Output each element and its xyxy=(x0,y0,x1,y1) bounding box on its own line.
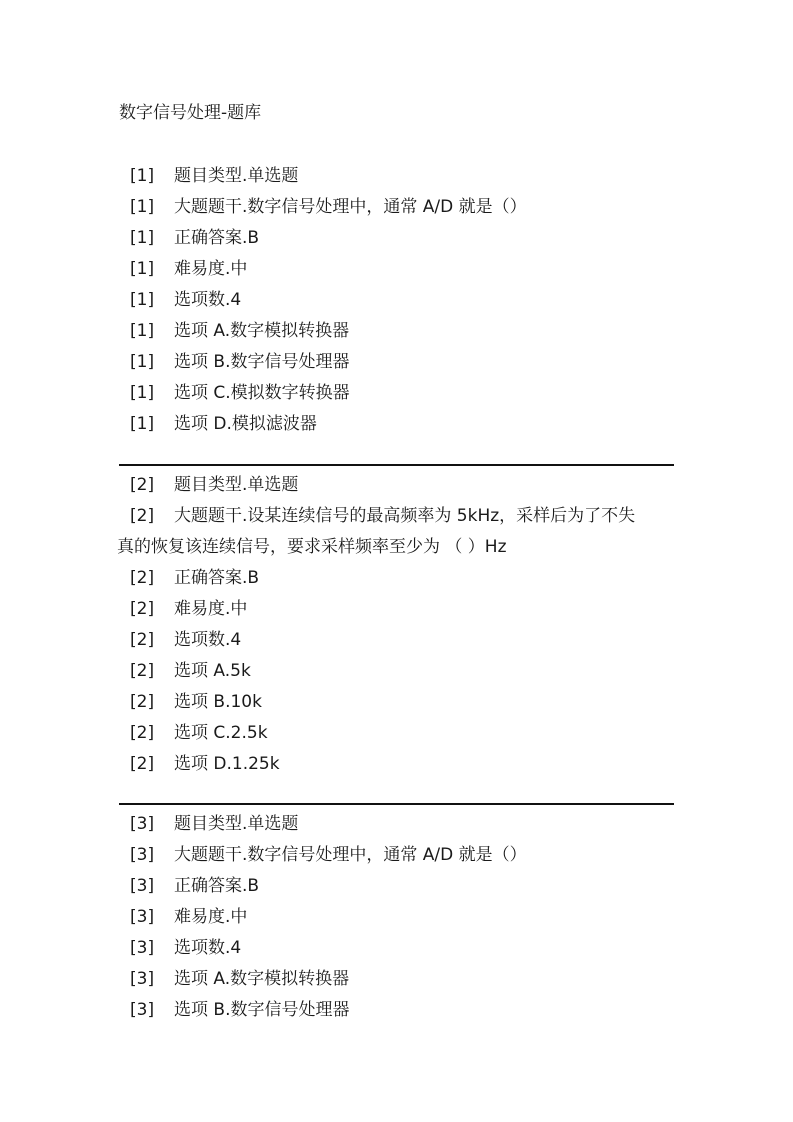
option-a: 选项 A.5k xyxy=(174,661,251,681)
question-index: [1] xyxy=(130,197,155,217)
option-d-row xyxy=(119,749,674,780)
option-d: 选项 D.模拟滤波器 xyxy=(174,414,317,434)
option-c: 选项 C.2.5k xyxy=(174,723,268,743)
option-a: 选项 A.数字模拟转换器 xyxy=(174,321,350,341)
option-c: 选项 C.模拟数字转换器 xyxy=(174,383,350,403)
option-b-row xyxy=(119,687,674,718)
option-a: 选项 A.数字模拟转换器 xyxy=(174,969,350,989)
option-count-row xyxy=(119,285,674,316)
correct-answer: 正确答案.B xyxy=(174,876,260,896)
question-stem: 大题题干.数字信号处理中，通常 A/D 就是（） xyxy=(174,197,527,217)
question-index: [2] xyxy=(130,599,155,619)
separator-rule xyxy=(119,464,674,466)
question-index: [2] xyxy=(130,723,155,743)
separator-rule xyxy=(119,803,674,805)
question-stem-row xyxy=(119,840,674,871)
question-index: [1] xyxy=(130,352,155,372)
question-stem-line-1: 大题题干.设某连续信号的最高频率为 5kHz，采样后为了不失 xyxy=(174,506,636,526)
option-d: 选项 D.1.25k xyxy=(174,754,280,774)
question-type: 题目类型.单选题 xyxy=(174,475,299,495)
question-index: [2] xyxy=(130,754,155,774)
question-index: [2] xyxy=(130,630,155,650)
question-index: [2] xyxy=(130,506,155,526)
question-index: [2] xyxy=(130,475,155,495)
question-index: [1] xyxy=(130,290,155,310)
answer-row xyxy=(119,223,674,254)
question-stem: 大题题干.数字信号处理中，通常 A/D 就是（） xyxy=(174,845,527,865)
option-a-row xyxy=(119,316,674,347)
option-count: 选项数.4 xyxy=(174,630,242,650)
question-type: 题目类型.单选题 xyxy=(174,166,299,186)
question-index: [3] xyxy=(130,969,155,989)
option-a-row xyxy=(119,964,674,995)
option-b: 选项 B.10k xyxy=(174,692,262,712)
option-d-row xyxy=(119,409,674,440)
option-count-row xyxy=(119,625,674,656)
option-c-row xyxy=(119,718,674,749)
question-type-row xyxy=(119,470,674,501)
question-index: [3] xyxy=(130,1000,155,1020)
option-c-row xyxy=(119,378,674,409)
question-index: [1] xyxy=(130,259,155,279)
difficulty: 难易度.中 xyxy=(174,599,248,619)
question-index: [2] xyxy=(130,692,155,712)
question-index: [3] xyxy=(130,938,155,958)
difficulty-row xyxy=(119,594,674,625)
question-index: [1] xyxy=(130,321,155,341)
difficulty: 难易度.中 xyxy=(174,907,248,927)
option-b: 选项 B.数字信号处理器 xyxy=(174,1000,350,1020)
question-stem-row xyxy=(119,192,674,223)
answer-row xyxy=(119,563,674,594)
question-stem-line-2: 真的恢复该连续信号，要求采样频率至少为 （ ）Hz xyxy=(117,537,507,557)
option-b: 选项 B.数字信号处理器 xyxy=(174,352,350,372)
option-count-row xyxy=(119,933,674,964)
question-index: [2] xyxy=(130,568,155,588)
question-index: [3] xyxy=(130,876,155,896)
question-index: [3] xyxy=(130,907,155,927)
question-type-row xyxy=(119,161,674,192)
question-index: [1] xyxy=(130,228,155,248)
question-type: 题目类型.单选题 xyxy=(174,814,299,834)
option-a-row xyxy=(119,656,674,687)
difficulty-row xyxy=(119,902,674,933)
question-index: [1] xyxy=(130,166,155,186)
question-type-row xyxy=(119,809,674,840)
question-index: [3] xyxy=(130,845,155,865)
option-count: 选项数.4 xyxy=(174,938,242,958)
question-index: [1] xyxy=(130,414,155,434)
question-stem-row xyxy=(119,501,674,563)
question-index: [3] xyxy=(130,814,155,834)
correct-answer: 正确答案.B xyxy=(174,568,260,588)
document-title: 数字信号处理-题库 xyxy=(119,103,262,123)
correct-answer: 正确答案.B xyxy=(174,228,260,248)
answer-row xyxy=(119,871,674,902)
difficulty-row xyxy=(119,254,674,285)
question-index: [1] xyxy=(130,383,155,403)
option-b-row xyxy=(119,347,674,378)
option-count: 选项数.4 xyxy=(174,290,242,310)
question-index: [2] xyxy=(130,661,155,681)
option-b-row xyxy=(119,995,674,1026)
difficulty: 难易度.中 xyxy=(174,259,248,279)
